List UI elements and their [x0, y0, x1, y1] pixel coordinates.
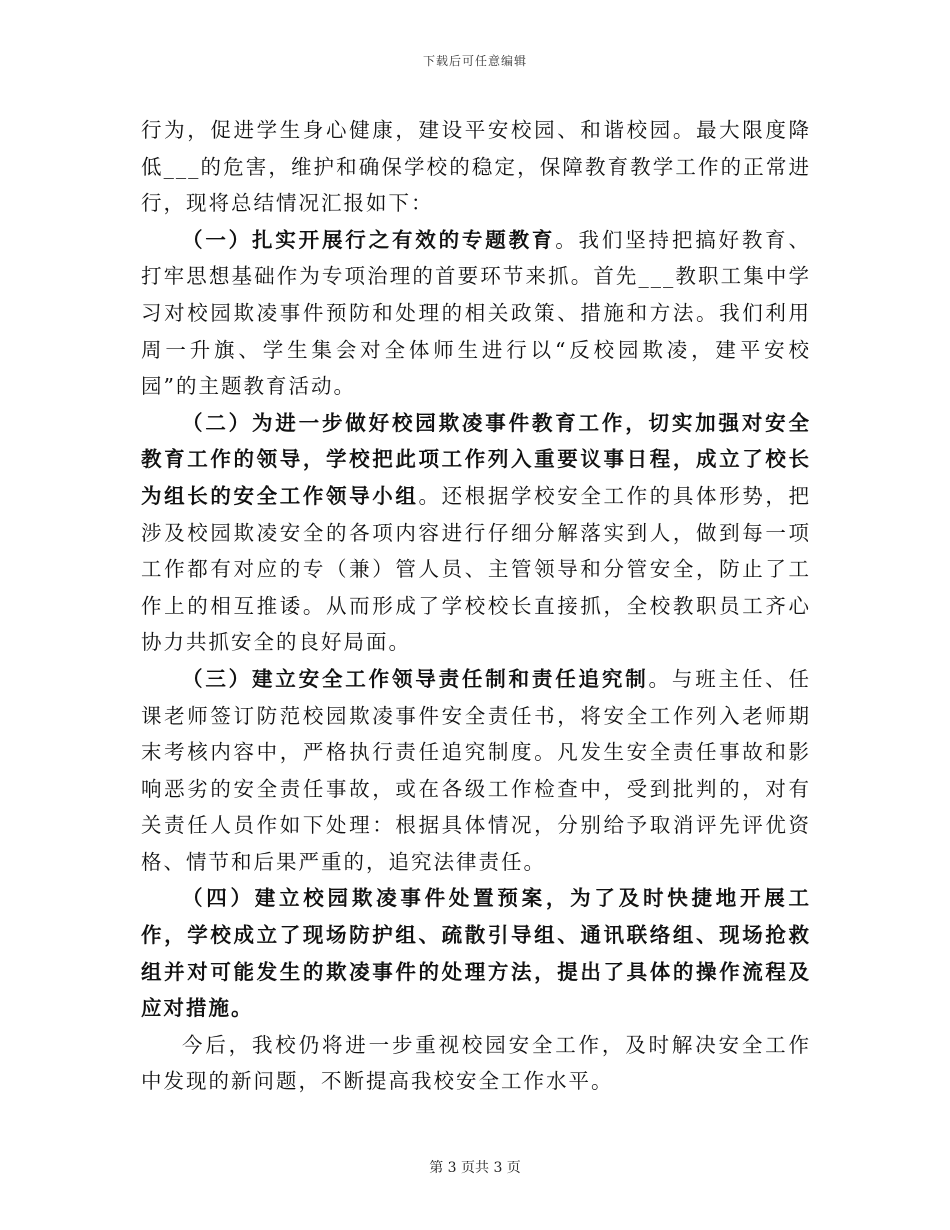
document-body — [141, 112, 811, 1100]
section-3-text: 。与班主任、任课老师签订防范校园欺凌事件安全责任书，将安全工作列入老师期末考核内容中，严格执行责任追究制度。凡发生安全责任事故和影响恶劣的安全责任事故，或在各级工作检查中，受到批判的，对有关责任人员作如下处理：根据具体情况，分别给予取消评先评优资格、情节和后果严重的，追究法律责任。 — [141, 666, 812, 874]
paragraph-intro: 行为，促进学生身心健康，建设平安校园、和谐校园。最大限度降低___的危害，维护和确保学校的稳定，保障教育教学工作的正常进行，现将总结情况汇报如下： — [141, 118, 811, 216]
section-1-text: 。我们坚持把搞好教育、打牢思想基础作为专项治理的首要环节来抓。首先___教职工集中学习对校园欺凌事件预防和处理的相关政策、措施和方法。我们利用周一升旗、学生集会对全体师生进行以“反校园欺凌，建平安校园”的主题教育活动。 — [141, 227, 812, 399]
paragraph-section-3 — [141, 661, 811, 881]
paragraph-conclusion: 今后，我校仍将进一步重视校园安全工作，及时解决安全工作中发现的新问题，不断提高我校安全工作水平。 — [141, 1032, 811, 1094]
section-2-heading: （二）为进一步做好校园欺凌事件教育工作，切实加强对安全教育工作的领导，学校把此项工作列入重要议事日程，成立了校长为组长的安全工作领导小组 — [141, 410, 811, 508]
section-3-heading: （三）建立安全工作领导责任制和责任追究制 — [182, 666, 649, 691]
paragraph-section-4: （四）建立校园欺凌事件处置预案，为了及时快捷地开展工作，学校成立了现场防护组、疏散引导组、通讯联络组、现场抢救组并对可能发生的欺凌事件的处理方法，提出了具体的操作流程及应对措施。 — [141, 886, 811, 1021]
page-header: 下载后可任意编辑 — [422, 54, 527, 68]
section-2-text: 。还根据学校安全工作的具体形势，把涉及校园欺凌安全的各项内容进行仔细分解落实到人，做到每一项工作都有对应的专（兼）管人员、主管领导和分管安全，防止了工作上的相互推诿。从而形成了学校校长直接抓，全校教职员工齐心协力共抓安全的良好局面。 — [141, 483, 811, 655]
paragraph-section-2 — [141, 405, 811, 661]
section-1-heading: （一）扎实开展行之有效的专题教育 — [182, 227, 556, 252]
paragraph-section-1 — [141, 222, 811, 405]
page-footer: 第 3 页共 3 页 — [429, 1160, 521, 1176]
